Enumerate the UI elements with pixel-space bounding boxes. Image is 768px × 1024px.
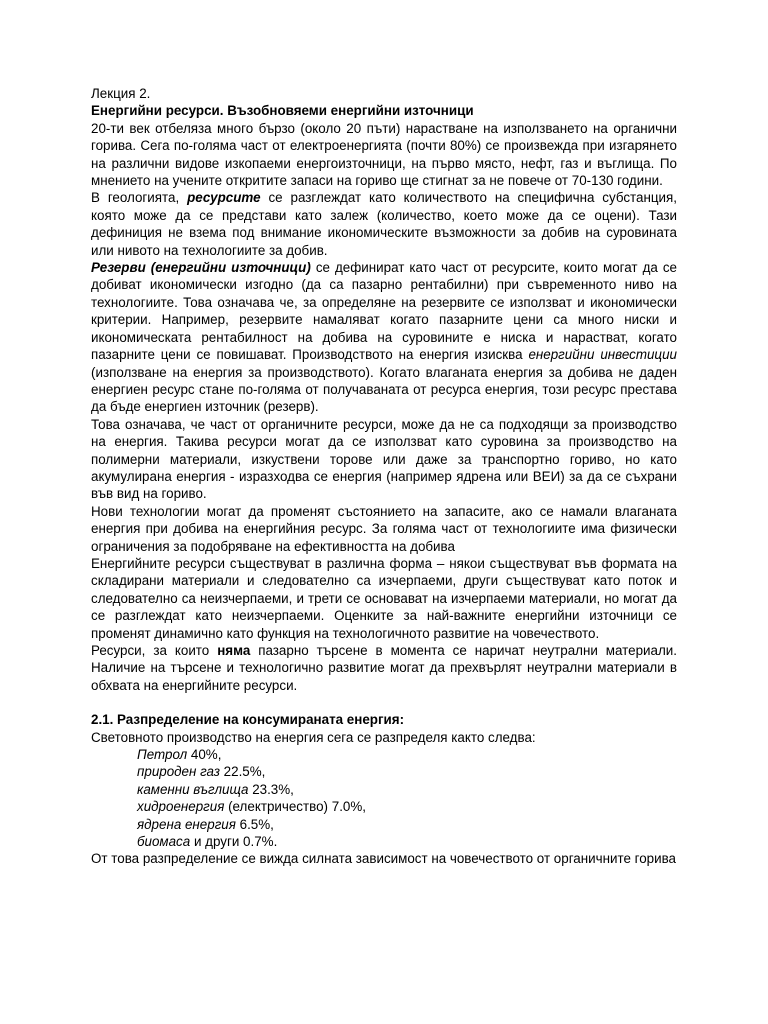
section-intro: Световното производство на енергия сега се разпределя както следва: bbox=[91, 729, 536, 745]
energy-list-item bbox=[91, 781, 677, 798]
paragraph-text: Енергийните ресурси съществуват в различна форма – някои съществуват във формата на складирани материали и следователно са изчерпаеми, други съществуват като поток и следователно са неизчерпаеми, и трети се основават на изчерпаеми материали, но могат да се разглеждат като неизчерпаеми. Оценките за най-важните енергийни източници се променят динамично като функция на технологичното развитие на човечеството. bbox=[91, 555, 677, 641]
paragraph-text: се дефинират като част от ресурсите, които могат да се добиват икономически изгодно (да са пазарно рентабилни) при съвременното ниво на технологиите. Това означава че, за определяне на резервите се използват и икономически критерии. Например, резервите намаляват когато пазарните цени са много ниски и икономическата рентабилност на добива на суровините е ниска и нарастват, когато пазарните цени се повишават. Производството на енергия изисква bbox=[91, 260, 677, 363]
energy-source-note: и други bbox=[193, 834, 240, 850]
energy-share-value: 0.7%. bbox=[243, 834, 278, 850]
energy-share-value: 22.5%, bbox=[223, 764, 266, 780]
energy-source-name: Петрол bbox=[137, 747, 188, 763]
energy-share-value: 6.5%, bbox=[239, 816, 274, 832]
emphasized-term: няма bbox=[217, 643, 251, 658]
conclusion-paragraph: От това разпределение се вижда силната зависимост на човечеството от органичните горива bbox=[91, 851, 676, 867]
paragraph-text: пазарно търсене в момента се наричат неутрални материали. Наличие на търсене и технологично развитие могат да прехвърлят неутрални материали в обхвата на енергийните ресурси. bbox=[91, 643, 677, 693]
emphasized-term: Резерви (енергийни източници) bbox=[91, 260, 311, 276]
energy-share-value: 23.3%, bbox=[252, 781, 294, 797]
energy-share-value: 40%, bbox=[190, 747, 222, 763]
section-heading: 2.1. Разпределение на консумираната енергия: bbox=[91, 712, 405, 728]
document-title: Енергийни ресурси. Възобновяеми енергийни източници bbox=[91, 103, 474, 119]
paragraph-text: (използване на енергия за производството). Когато влаганата енергия за добива не даден енергиен ресурс стане по-голяма от получаваната от ресурса енергия, този ресурс престава да бъде енергиен източник (резерв). bbox=[91, 364, 677, 415]
section-gap bbox=[91, 694, 677, 711]
document-page bbox=[91, 85, 677, 868]
energy-list-item bbox=[91, 833, 677, 850]
body-paragraph bbox=[91, 503, 677, 555]
body-paragraph bbox=[91, 416, 677, 503]
energy-source-name: ядрена енергия bbox=[137, 816, 236, 832]
emphasized-term: ресурсите bbox=[187, 190, 261, 206]
paragraph-text: Нови технологии могат да променят състоянието на запасите, ако се намали влаганата енергия при добива на енергийния ресурс. За голяма част от технологиите има физически ограничения за подобряване на ефективността на добива bbox=[91, 503, 677, 554]
energy-list-item bbox=[91, 798, 677, 815]
energy-source-note: (електричество) bbox=[228, 799, 329, 815]
body-paragraph bbox=[91, 555, 677, 642]
energy-source-name: биомаса bbox=[137, 834, 191, 850]
body-paragraph bbox=[91, 189, 677, 259]
paragraph-text: Това означава, че част от органичните ресурси, може да не са подходящи за производство на енергия. Такива ресурси могат да се използват като суровина за производство на полимерни материали, изкуствени торове или даже за транспортно гориво, но като акумулирана енергия - изразходва се енергия (например ядрена или ВЕИ) за да се съхрани във вид на гориво. bbox=[91, 416, 677, 502]
body-paragraph bbox=[91, 120, 677, 190]
paragraph-text: 20-ти век отбеляза много бързо (около 20 пъти) нарастване на използването на органични горива. Сега по-голяма част от електроенергията (почти 80%) се произвежда при изгарянето на различни видове изкопаеми енергоизточници, на първо място, нефт, газ и въглища. По мнението на учените откритите запаси на гориво ще стигнат за не повече от 70-130 години. bbox=[91, 120, 677, 189]
paragraph-text: В геологията, bbox=[91, 190, 188, 206]
emphasized-term: енергийни инвестиции bbox=[528, 347, 677, 363]
paragraph-text: се разглеждат като количеството на специфична субстанция, която може да се представи като залеж (количество, което може да се оцени). Тази дефиниция не взема под внимание икономическите възможности за добив на суровината или нивото на технологиите за добив. bbox=[91, 190, 678, 258]
paragraph-text: Ресурси, за които bbox=[91, 643, 218, 658]
body-paragraph bbox=[91, 259, 677, 416]
energy-share-value: 7.0%, bbox=[331, 799, 366, 815]
energy-list-item bbox=[91, 746, 677, 763]
lecture-label: Лекция 2. bbox=[91, 86, 151, 101]
energy-source-name: природен газ bbox=[137, 764, 220, 780]
energy-list-item bbox=[91, 763, 677, 780]
energy-share-list bbox=[91, 746, 677, 850]
energy-source-name: хидроенергия bbox=[137, 799, 225, 815]
body-paragraphs bbox=[91, 120, 677, 694]
energy-source-name: каменни въглища bbox=[137, 781, 249, 797]
energy-list-item bbox=[91, 816, 677, 833]
body-paragraph bbox=[91, 642, 677, 694]
